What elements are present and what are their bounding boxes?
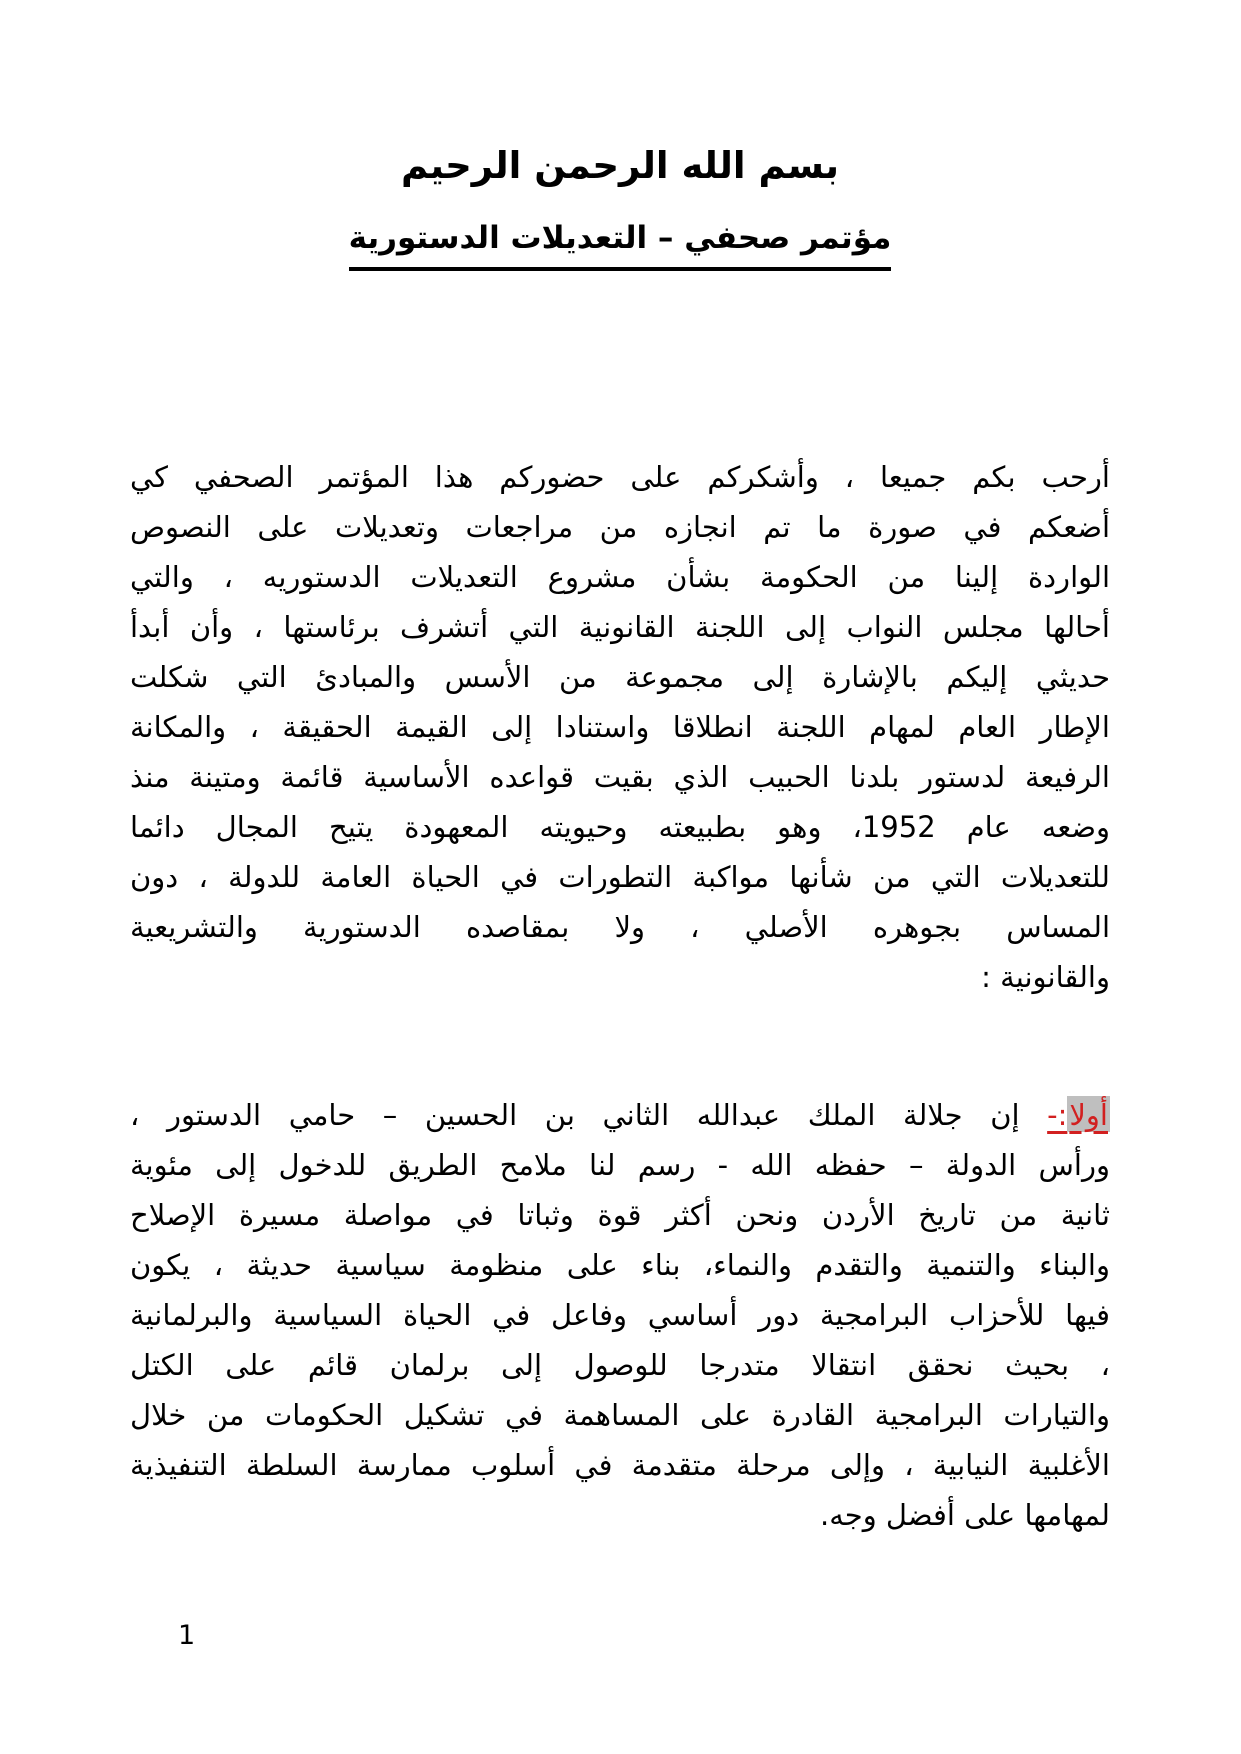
text-line: الأغلبية النيابية ، وإلى مرحلة متقدمة في أسلوب ممارسة السلطة التنفيذية (130, 1448, 1110, 1482)
text-line: فيها للأحزاب البرامجية دور أساسي وفاعل في الحياة السياسية والبرلمانية (130, 1298, 1110, 1332)
text-line: والبناء والتنمية والتقدم والنماء، بناء على منظومة سياسية حديثة ، يكون (130, 1248, 1110, 1282)
text-line: لمهامها على أفضل وجه. (820, 1498, 1110, 1532)
text-line: أحالها مجلس النواب إلى اللجنة القانونية التي أتشرف برئاستها ، وأن أبدأ (130, 610, 1110, 644)
text-line: أضعكم في صورة ما تم انجازه من مراجعات وتعديلات على النصوص (130, 510, 1110, 544)
text-line: ، بحيث نحقق انتقالا متدرجا للوصول إلى برلمان قائم على الكتل (130, 1348, 1110, 1382)
document-title-text: مؤتمر صحفي – التعديلات الدستورية (349, 214, 892, 271)
first-point-marker-highlight: أولا (1069, 1098, 1108, 1132)
text-line: حديثي إليكم بالإشارة إلى مجموعة من الأسس والمبادئ التي شكلت (130, 660, 1110, 694)
text-line: وضعه عام 1952، وهو بطبيعته وحيويته المعهودة يتيح المجال دائما (130, 810, 1110, 844)
document-title (130, 214, 1110, 271)
text-line: ثانية من تاريخ الأردن ونحن أكثر قوة وثباتا في مواصلة مسيرة الإصلاح (130, 1198, 1110, 1232)
intro-paragraph (130, 452, 1110, 1002)
text-line: أرحب بكم جميعا ، وأشكركم على حضوركم هذا المؤتمر الصحفي كي (130, 460, 1110, 494)
text-line: والقانونية : (981, 960, 1110, 994)
text-line: الإطار العام لمهام اللجنة انطلاقا واستنادا إلى القيمة الحقيقة ، والمكانة (130, 710, 1110, 744)
text-line: الرفيعة لدستور بلدنا الحبيب الذي بقيت قواعده الأساسية قائمة ومتينة منذ (130, 760, 1110, 794)
page-number: 1 (178, 1620, 196, 1651)
first-point-marker (1047, 1096, 1110, 1132)
text-line: الواردة إلينا من الحكومة بشأن مشروع التعديلات الدستوريه ، والتي (130, 560, 1110, 594)
text-line (130, 1090, 1110, 1140)
basmala-heading: بسم الله الرحمن الرحيم (400, 144, 840, 187)
text-line: للتعديلات التي من شأنها مواكبة التطورات في الحياة العامة للدولة ، دون (130, 860, 1110, 894)
text-line: ورأس الدولة – حفظه الله - رسم لنا ملامح الطريق للدخول إلى مئوية (130, 1148, 1110, 1182)
first-point-marker-separator: :- (1047, 1098, 1068, 1132)
text-line-segment: إن جلالة الملك عبدالله الثاني بن الحسين – حامي الدستور ، (130, 1098, 1048, 1132)
text-line: المساس بجوهره الأصلي ، ولا بمقاصده الدستورية والتشريعية (130, 910, 1110, 944)
first-point-paragraph (130, 1090, 1110, 1540)
text-line: والتيارات البرامجية القادرة على المساهمة في تشكيل الحكومات من خلال (130, 1398, 1110, 1432)
